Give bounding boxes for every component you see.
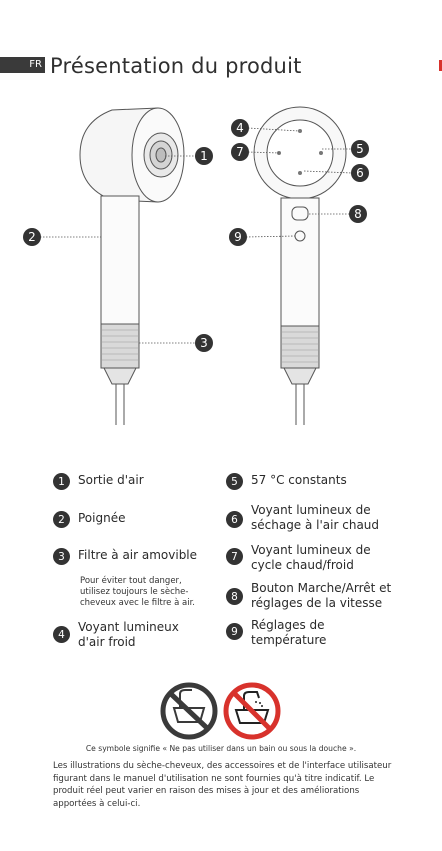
legend-label: Bouton Marche/Arrêt et réglages de la vitesse bbox=[251, 581, 392, 610]
page-title: Présentation du produit bbox=[50, 54, 302, 78]
legend-label: Sortie d'air bbox=[78, 473, 144, 487]
legend-number: 1 bbox=[53, 473, 70, 490]
legend-number: 6 bbox=[226, 511, 243, 528]
legend-number: 7 bbox=[226, 548, 243, 565]
legend-number: 9 bbox=[226, 623, 243, 640]
svg-text:5: 5 bbox=[356, 142, 364, 156]
legend-number: 4 bbox=[53, 626, 70, 643]
svg-text:4: 4 bbox=[236, 121, 244, 135]
svg-text:7: 7 bbox=[236, 145, 244, 159]
legend-number: 3 bbox=[53, 548, 70, 565]
disclaimer-text: Les illustrations du sèche-cheveux, des accessoires et de l'interface utilisateur figurant dans le manuel d'utilisation ne sont fournies qu'à titre indicatif. Le produit réel peut varier en raison des mises à jour et des améliorations apportées à celui-ci. bbox=[53, 761, 392, 809]
filter-warning-note: Pour éviter tout danger, utilisez toujours le sèche-cheveux avec le filtre à air. bbox=[80, 576, 195, 608]
svg-text:8: 8 bbox=[354, 207, 362, 221]
symbol-caption: Ce symbole signifie « Ne pas utiliser dans un bain ou sous la douche ». bbox=[85, 744, 357, 753]
svg-text:1: 1 bbox=[200, 149, 208, 163]
legend-label: Poignée bbox=[78, 511, 126, 525]
legend-label: Voyant lumineux d'air froid bbox=[78, 620, 179, 649]
legend-label: Voyant lumineux de cycle chaud/froid bbox=[251, 543, 371, 572]
svg-text:3: 3 bbox=[200, 336, 208, 350]
legend-label: Filtre à air amovible bbox=[78, 548, 198, 562]
legend-number: 5 bbox=[226, 473, 243, 490]
legend-label: Réglages de température bbox=[251, 618, 327, 647]
svg-text:6: 6 bbox=[356, 166, 364, 180]
svg-text:9: 9 bbox=[234, 230, 242, 244]
legend-label: Voyant lumineux de séchage à l'air chaud bbox=[251, 503, 380, 532]
language-badge: FR bbox=[0, 57, 45, 73]
legend-number: 2 bbox=[53, 511, 70, 528]
legend-label: 57 °C constants bbox=[251, 473, 347, 487]
no-bath-icon bbox=[163, 685, 215, 737]
legend-number: 8 bbox=[226, 588, 243, 605]
no-shower-icon bbox=[226, 685, 278, 737]
svg-text:2: 2 bbox=[28, 230, 36, 244]
